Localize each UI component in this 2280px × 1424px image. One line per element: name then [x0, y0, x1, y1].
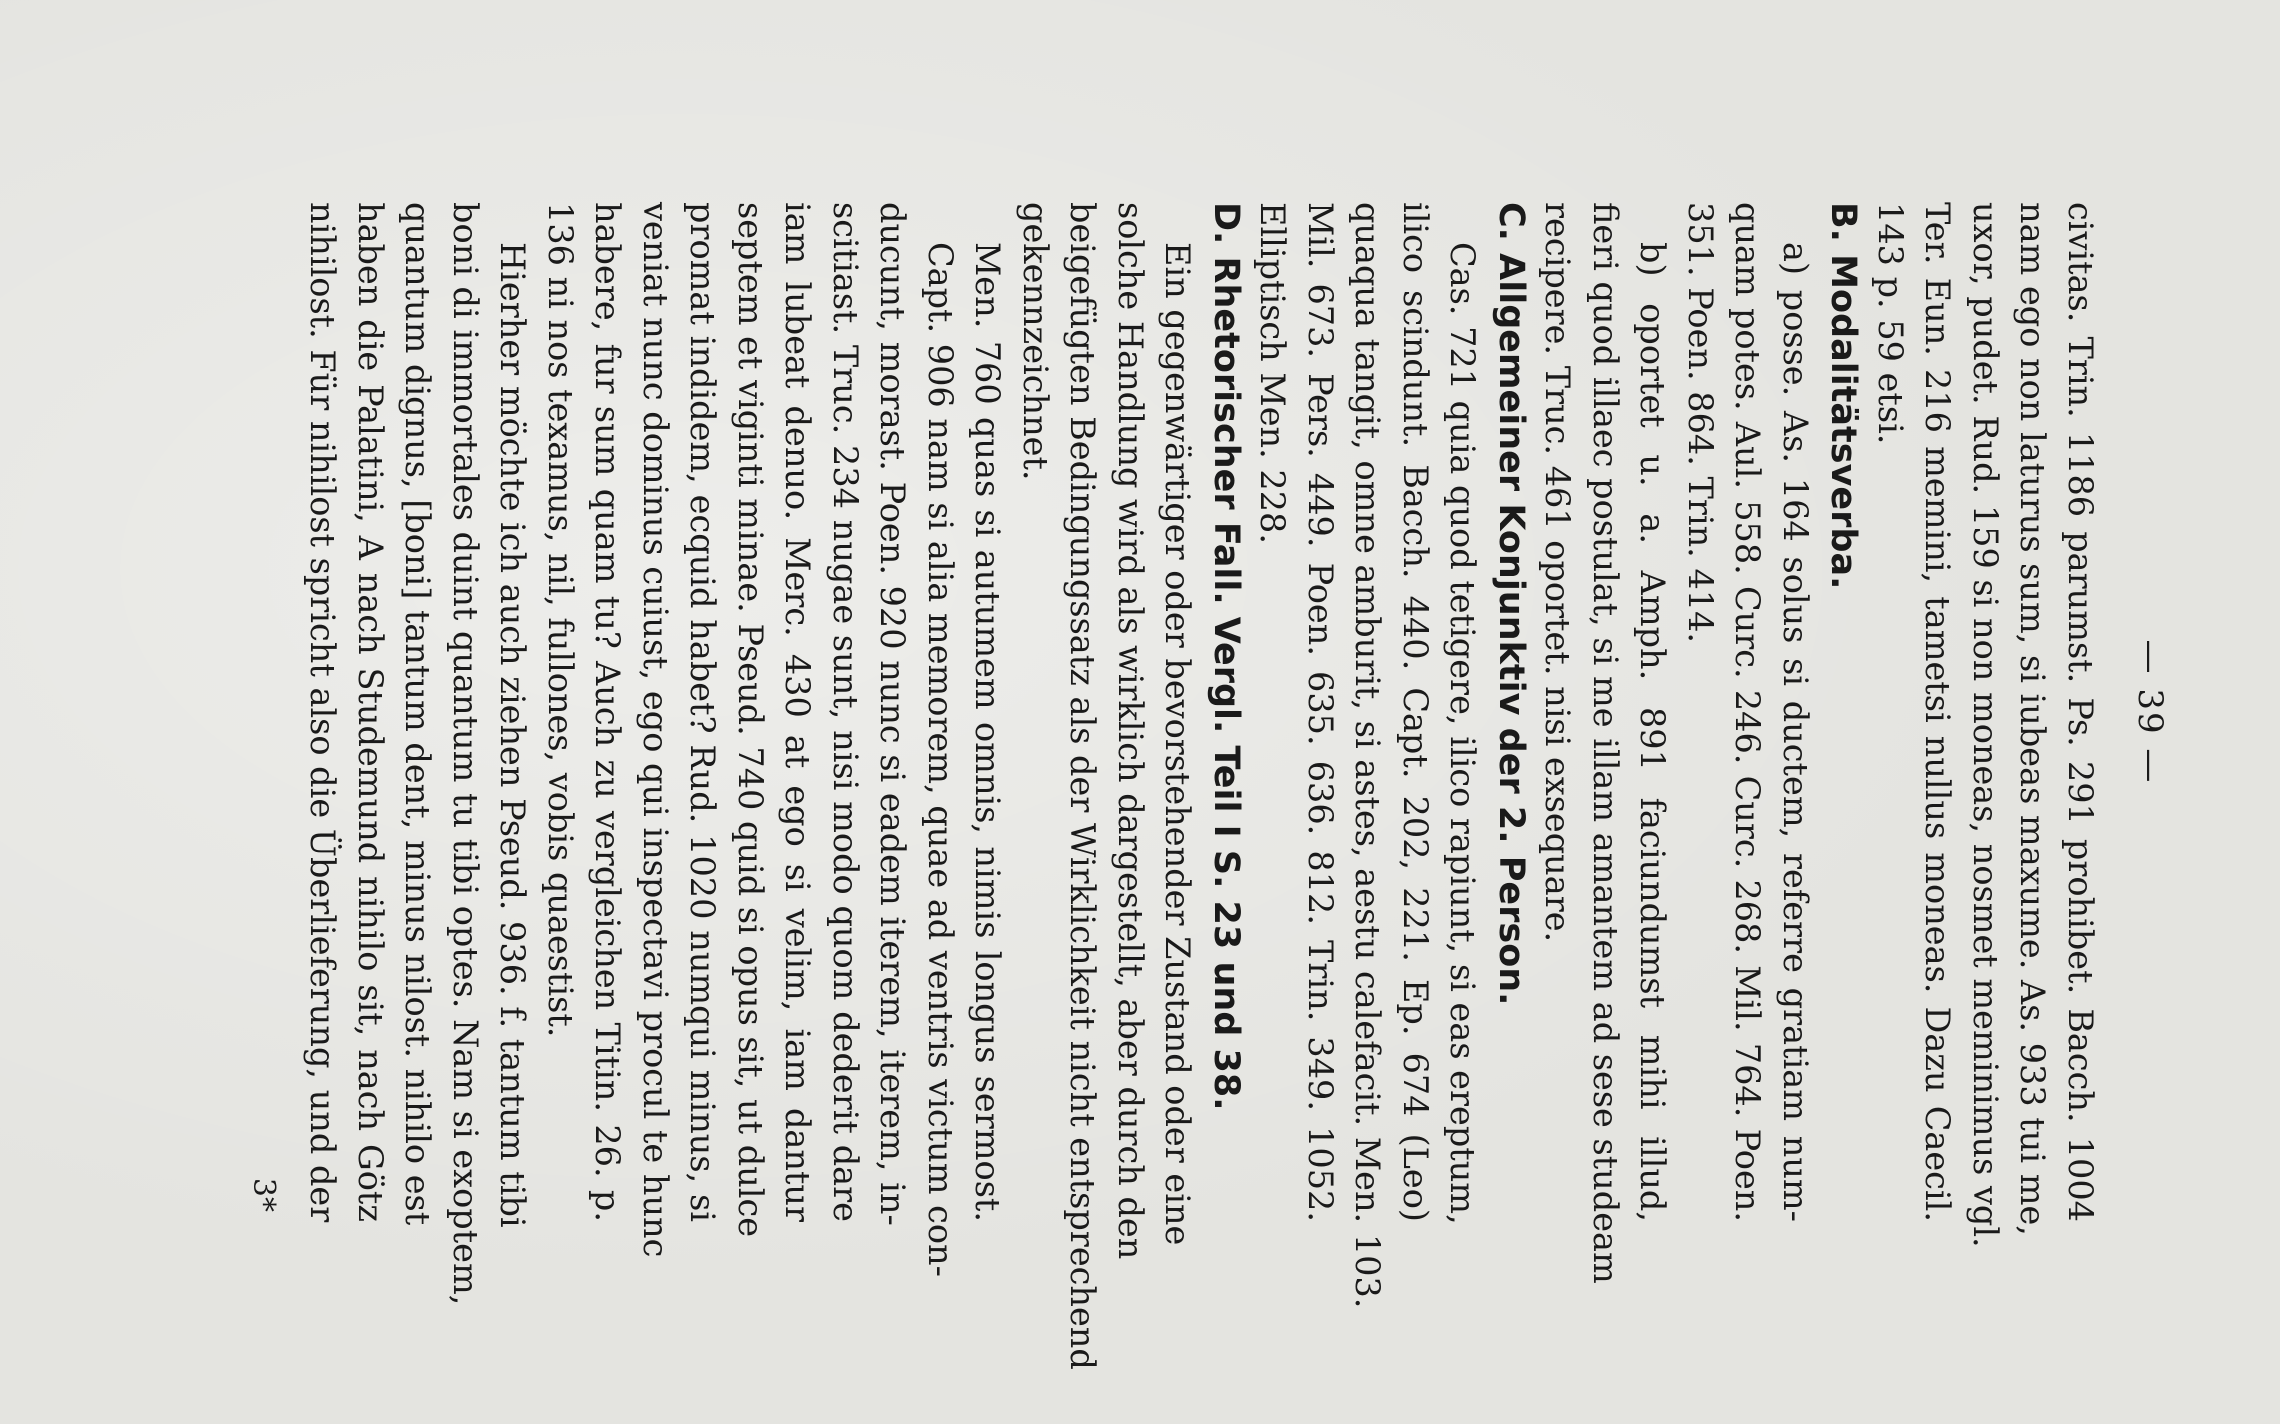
text-line: ilico scindunt. Bacch. 440. Capt. 202, 221. Ep. 674 (Leo) [1396, 202, 1435, 1222]
text-line: Capt. 906 nam si alia memorem, quae ad ventris victum con- [921, 242, 960, 1277]
text-line: boni di immortales duint quantum tu tibi optes. Nam si exoptem, [446, 202, 485, 1306]
text-line: scitiast. Truc. 234 nugae sunt, nisi modo quom dederit dare [826, 202, 865, 1222]
text-line: Ter. Eun. 216 memini, tametsi nullus moneas. Dazu Caecil. [1918, 202, 1958, 1222]
text-line: septem et viginti minae. Pseud. 740 quid si opus sit, ut dulce [731, 202, 770, 1238]
text-line: habere, fur sum quam tu? Auch zu vergleichen Titin. 26. p. [588, 202, 628, 1222]
signature-mark: 3* [246, 1177, 281, 1212]
text-line: Mil. 673. Pers. 449. Poen. 635. 636. 812. Trin. 349. 1052. [1301, 202, 1340, 1222]
text-line: fieri quod illaec postulat, si me illam amantem ad sese studeam [1586, 202, 1625, 1284]
text-line: recipere. Truc. 461 oportet. nisi exsequare. [1538, 202, 1578, 943]
text-line: Ein gegenwärtiger oder bevorstehender Zustand oder eine [1158, 242, 1198, 1246]
section-heading-c: C. Allgemeiner Konjunktiv der 2. Person. [1491, 202, 1531, 1006]
text-line: quantum dignus, [boni] tantum dent, minus nilost. nihilo est [398, 202, 438, 1226]
text-line: beigefügten Bedingungssatz als der Wirklichkeit nicht entsprechend [1063, 202, 1103, 1370]
text-line: nihilost. Für nihilost spricht also die Überlieferung, und der [303, 202, 343, 1223]
text-line: iam lubeat denuo. Merc. 430 at ego si velim, iam dantur [778, 202, 818, 1222]
text-line: ducunt, morast. Poen. 920 nunc si eadem iterem, iterem, in- [873, 202, 913, 1226]
section-heading-b: B. Modalitätsverba. [1823, 202, 1864, 590]
text-line: quam potes. Aul. 558. Curc. 246. Curc. 268. Mil. 764. Poen. [1728, 202, 1768, 1222]
text-line: solche Handlung wird als wirklich dargestellt, aber durch den [1111, 202, 1150, 1260]
text-line: gekennzeichnet. [1016, 202, 1055, 481]
text-line: Men. 760 quas si autumem omnis, nimis longus sermost. [968, 242, 1008, 1222]
text-line: b) oportet u. a. Amph. 891 faciundumst mihi illud, [1633, 242, 1673, 1222]
text-line: 136 ni nos texamus, nil, fullones, vobis quaestist. [541, 202, 580, 1038]
text-line: quaqua tangit, omne amburit, si astes, aestu calefacit. Men. 103. [1348, 202, 1388, 1309]
page-number: — 39 — [2130, 639, 2170, 785]
text-line: Elliptisch Men. 228. [1253, 202, 1293, 544]
text-line: nam ego non laturus sum, si iubeas maxume. As. 933 tui me, [2013, 202, 2053, 1236]
text-line: 143 p. 59 etsi. [1871, 202, 1910, 445]
body-text [299, 202, 2104, 1370]
text-line: civitas. Trin. 1186 parumst. Ps. 291 prohibet. Bacch. 1004 [2061, 202, 2100, 1222]
text-line: 351. Poen. 864. Trin. 414. [1681, 202, 1720, 644]
text-line: uxor, pudet. Rud. 159 si non moneas, nosmet meminimus vgl. [1966, 202, 2005, 1248]
text-line: Hierher möchte ich auch ziehen Pseud. 936. f. tantum tibi [493, 242, 533, 1228]
text-line: Cas. 721 quia quod tetigere, ilico rapiunt, si eas ereptum, [1443, 242, 1483, 1225]
text-line: promat indidem, ecquid habet? Rud. 1020 numqui minus, si [683, 202, 723, 1222]
text-line: haben die Palatini, A nach Studemund nihilo sit, nach Götz [351, 202, 390, 1222]
text-line: a) posse. As. 164 solus si ductem, referre gratiam num- [1776, 242, 1815, 1222]
section-heading-d: D. Rhetorischer Fall. Vergl. Teil I S. 23 und 38. [1206, 202, 1246, 1111]
text-line: veniat nunc dominus cuiust, ego qui inspectavi procul te hunc [636, 202, 675, 1258]
book-page [50, 107, 2230, 1370]
